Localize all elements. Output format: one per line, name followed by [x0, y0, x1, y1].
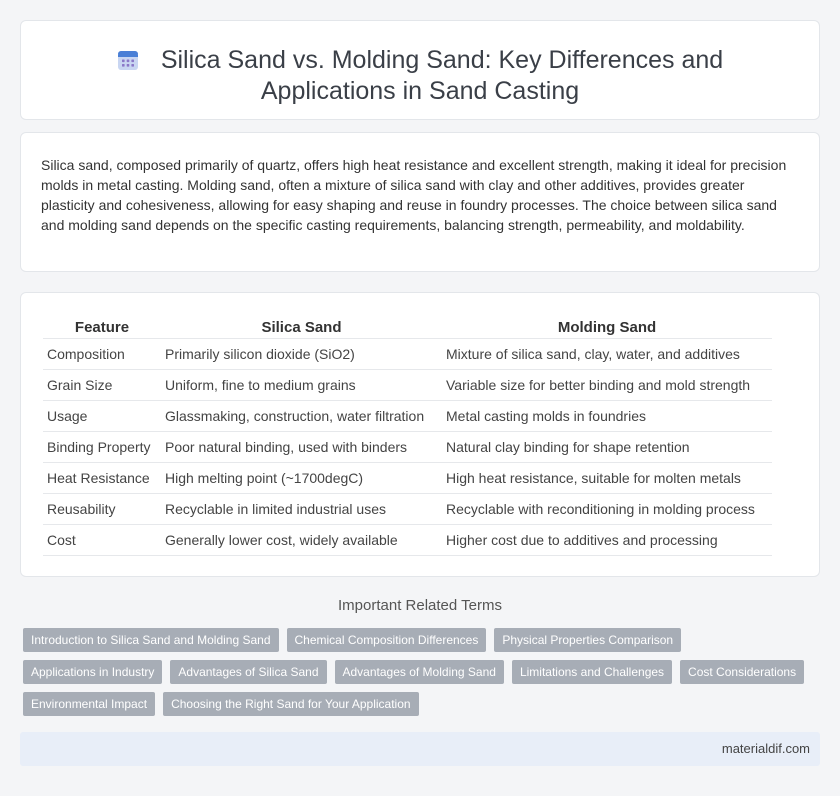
table-cell: Heat Resistance: [43, 463, 161, 494]
related-term-tag[interactable]: Advantages of Silica Sand: [170, 660, 326, 684]
table-cell: Variable size for better binding and mold strength: [442, 370, 772, 401]
table-cell: Usage: [43, 401, 161, 432]
table-cell: High melting point (~1700degC): [161, 463, 442, 494]
table-cell: Mixture of silica sand, clay, water, and additives: [442, 339, 772, 370]
table-row: [43, 494, 772, 525]
footer: [20, 732, 820, 766]
related-terms-title: Important Related Terms: [338, 597, 502, 614]
table-row: [43, 339, 772, 370]
table-row: [43, 370, 772, 401]
table-cell: Natural clay binding for shape retention: [442, 432, 772, 463]
intro-paragraph: Silica sand, composed primarily of quartz, offers high heat resistance and excellent strength, making it ideal for precision molds in metal casting. Molding sand, often a mixture of silica sand with clay and other additives, provides greater plasticity and cohesiveness, allowing for easy shaping and reuse in foundry processes. The choice between silica sand and molding sand depends on the specific casting requirements, balancing strength, permeability, and moldability.: [41, 157, 787, 233]
table-cell: Uniform, fine to medium grains: [161, 370, 442, 401]
column-header-molding-sand: Molding Sand: [442, 315, 772, 339]
related-term-tag[interactable]: Chemical Composition Differences: [287, 628, 487, 652]
header-card: [20, 20, 820, 120]
footer-site-link[interactable]: materialdif.com: [721, 741, 810, 756]
comparison-table: [43, 315, 772, 556]
column-header-feature: Feature: [43, 315, 161, 339]
table-cell: Reusability: [43, 494, 161, 525]
table-row: [43, 432, 772, 463]
table-cell: Grain Size: [43, 370, 161, 401]
table-cell: Generally lower cost, widely available: [161, 525, 442, 556]
calendar-grid-icon: [117, 49, 139, 71]
related-term-tag[interactable]: Introduction to Silica Sand and Molding Sand: [23, 628, 279, 652]
page-title-row: [51, 45, 789, 107]
intro-card: [20, 132, 820, 272]
related-term-tag[interactable]: Physical Properties Comparison: [494, 628, 681, 652]
table-cell: Recyclable with reconditioning in molding process: [442, 494, 772, 525]
related-term-tag[interactable]: Advantages of Molding Sand: [335, 660, 504, 684]
table-row: [43, 463, 772, 494]
table-row: [43, 525, 772, 556]
table-cell: Composition: [43, 339, 161, 370]
table-cell: Poor natural binding, used with binders: [161, 432, 442, 463]
table-cell: Primarily silicon dioxide (SiO2): [161, 339, 442, 370]
related-term-tag[interactable]: Cost Considerations: [680, 660, 804, 684]
related-terms-tags: [23, 628, 823, 716]
table-cell: Cost: [43, 525, 161, 556]
page-title: Silica Sand vs. Molding Sand: Key Differences and Applications in Sand Casting: [160, 46, 724, 105]
table-row: [43, 401, 772, 432]
table-cell: Metal casting molds in foundries: [442, 401, 772, 432]
related-term-tag[interactable]: Environmental Impact: [23, 692, 155, 716]
table-cell: Binding Property: [43, 432, 161, 463]
related-term-tag[interactable]: Limitations and Challenges: [512, 660, 672, 684]
related-term-tag[interactable]: Applications in Industry: [23, 660, 162, 684]
table-cell: Glassmaking, construction, water filtration: [161, 401, 442, 432]
table-cell: Recyclable in limited industrial uses: [161, 494, 442, 525]
table-cell: Higher cost due to additives and processing: [442, 525, 772, 556]
table-cell: High heat resistance, suitable for molten metals: [442, 463, 772, 494]
related-term-tag[interactable]: Choosing the Right Sand for Your Application: [163, 692, 419, 716]
comparison-table-card: [20, 292, 820, 577]
table-header-row: [43, 315, 772, 339]
column-header-silica-sand: Silica Sand: [161, 315, 442, 339]
